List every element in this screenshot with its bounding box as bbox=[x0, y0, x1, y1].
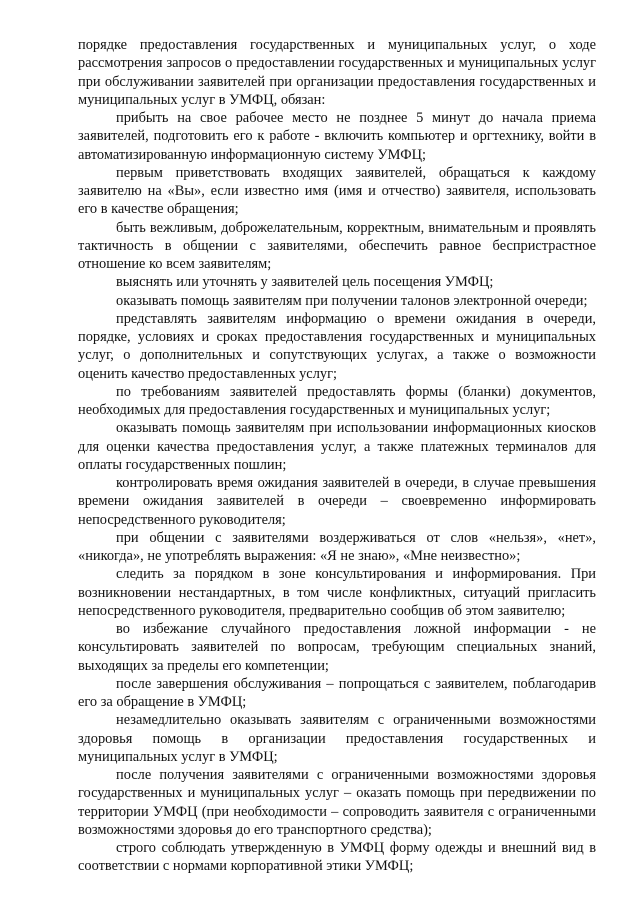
paragraph-duty-disability-escort: после получения заявителями с ограниченными возможностями здоровья государственных и муниципальных услуг – оказать помощь при передвижении по территории УМФЦ (при необходимости – сопроводить заявителя с ограниченными возможностями здоровья до его транспортного средства); bbox=[78, 767, 596, 838]
paragraph-duty-kiosks: оказывать помощь заявителям при использовании информационных киосков для оценки качества предоставления услуг, а также платежных терминалов для оплаты государственных пошлин; bbox=[78, 420, 596, 473]
paragraph-duty-phrases: при общении с заявителями воздерживаться от слов «нельзя», «нет», «никогда», не употреблять выражения: «Я не знаю», «Мне неизвестно»; bbox=[78, 529, 596, 564]
paragraph-duty-queue-tickets: оказывать помощь заявителям при получении талонов электронной очереди; bbox=[116, 292, 588, 309]
paragraph-duty-competence: во избежание случайного предоставления ложной информации - не консультировать заявителей по вопросам, требующим специальных знаний, выходящих за пределы его компетенции; bbox=[78, 621, 596, 674]
paragraph-duty-farewell: после завершения обслуживания – попрощаться с заявителем, поблагодарив его за обращение в УМФЦ; bbox=[78, 675, 596, 710]
paragraph-duty-wait-time: контролировать время ожидания заявителей в очереди, в случае превышения времени ожидания заявителей в очереди – своевременно информировать непосредственного руководителя; bbox=[78, 475, 596, 528]
paragraph-duty-disability-help: незамедлительно оказывать заявителям с ограниченными возможностями здоровья помощь в организации предоставления государственных и муниципальных услуг в УМФЦ; bbox=[78, 712, 596, 765]
paragraph-duty-clarify: выяснять или уточнять у заявителей цель посещения УМФЦ; bbox=[116, 274, 494, 291]
paragraph-duty-order: следить за порядком в зоне консультирования и информирования. При возникновении нестандартных, в том числе конфликтных, ситуаций пригласить непосредственного руководителя, предварительно сообщив об этом заявителю; bbox=[78, 566, 596, 619]
paragraph-intro: порядке предоставления государственных и муниципальных услуг, о ходе рассмотрения запросов о предоставлении государственных и муниципальных услуг при обслуживании заявителей при организации предоставления государственных и муниципальных услуг в УМФЦ, обязан: bbox=[78, 37, 596, 108]
document-page bbox=[78, 36, 596, 876]
paragraph-duty-forms: по требованиям заявителей предоставлять формы (бланки) документов, необходимых для предоставления государственных и муниципальных услуг; bbox=[78, 383, 596, 418]
paragraph-duty-greet: первым приветствовать входящих заявителей, обращаться к каждому заявителю на «Вы», если известно имя (имя и отчество) заявителя, использовать его в качестве обращения; bbox=[78, 164, 596, 218]
paragraph-duty-polite: быть вежливым, доброжелательным, корректным, внимательным и проявлять тактичность в общении с заявителями, обеспечить равное беспристрастное отношение ко всем заявителям; bbox=[78, 219, 596, 272]
paragraph-duty-arrive: прибыть на свое рабочее место не позднее 5 минут до начала приема заявителей, подготовить его к работе - включить компьютер и оргтехнику, войти в автоматизированную информационную систему УМФЦ; bbox=[78, 110, 596, 163]
paragraph-duty-inform: представлять заявителям информацию о времени ожидания в очереди, порядке, условиях и сроках предоставления государственных и муниципальных услуг, о дополнительных и сопутствующих услугах, а также о возможности оценить качество предоставленных услуг; bbox=[78, 310, 596, 382]
paragraph-duty-dress-code: строго соблюдать утвержденную в УМФЦ форму одежды и внешний вид в соответствии с нормами корпоративной этики УМФЦ; bbox=[78, 840, 596, 875]
